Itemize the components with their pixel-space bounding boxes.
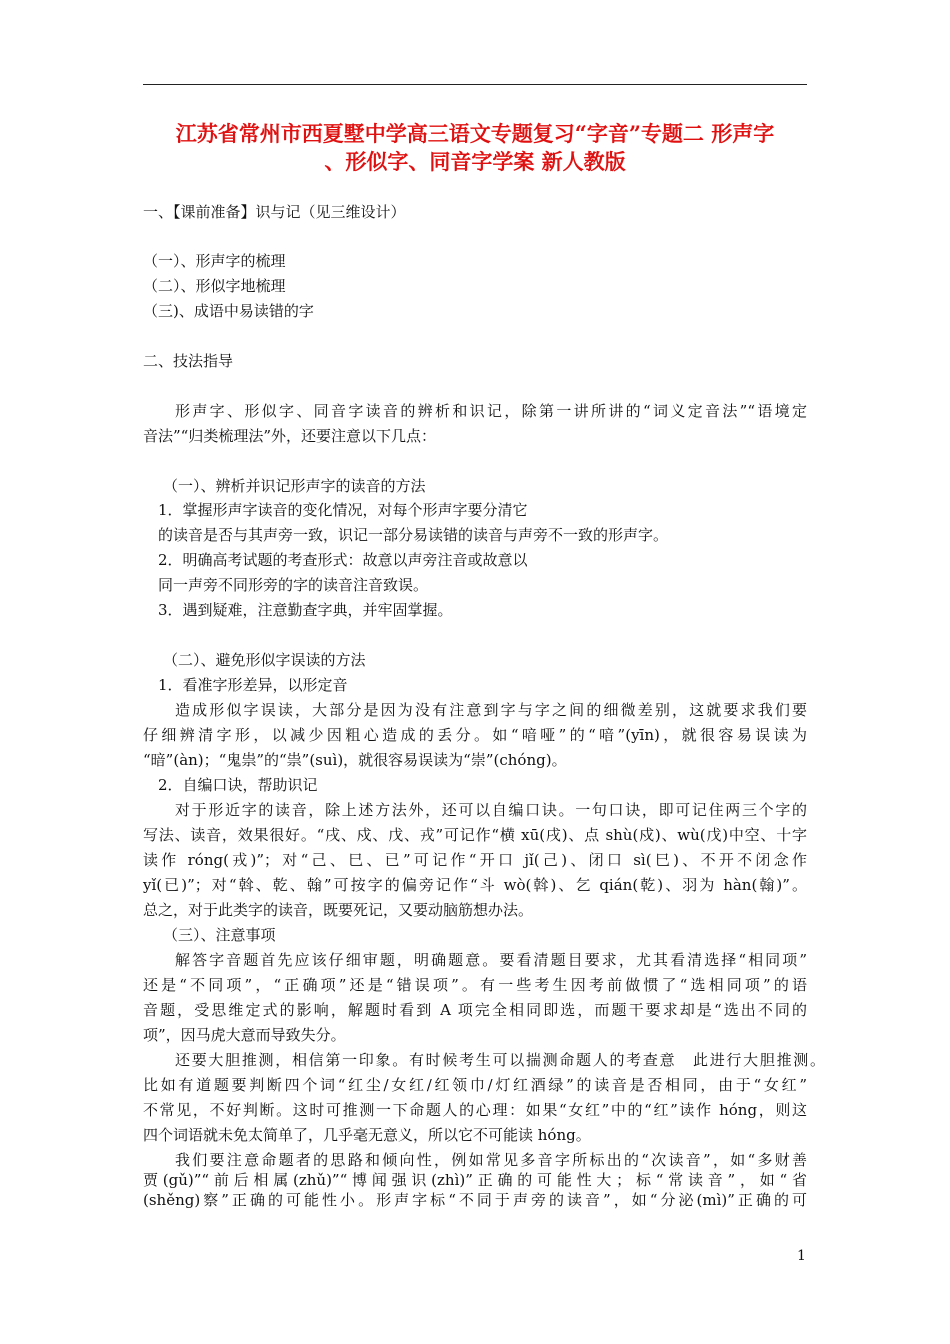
paragraph-line: 四个词语就未免太简单了，几乎毫无意义，所以它不可能读 hóng。 — [143, 1126, 591, 1144]
paragraph-line: 音法”“归类梳理法”外，还要注意以下几点： — [143, 427, 437, 445]
paragraph-line: 我们要注意命题者的思路和倾向性，例如常见多音字所标出的“次读音”，如“多财善 — [175, 1151, 807, 1169]
paragraph-line: 解答字音题首先应该仔细审题，明确题意。要看清题目要求，尤其看清选择“相同项” — [175, 951, 807, 969]
list-item: 3．遇到疑难，注意勤查字典，并牢固掌握。 — [158, 601, 453, 619]
subsection-heading: （一）、辨析并识记形声字的读音的方法 — [163, 477, 426, 495]
paragraph-line: 造成形似字误读，大部分是因为没有注意到字与字之间的细微差别，这就要求我们要 — [175, 701, 807, 719]
paragraph-line: 总之，对于此类字的读音，既要死记，又要动脑筋想办法。 — [143, 901, 534, 919]
subsection-heading: （三）、注意事项 — [163, 926, 276, 944]
subsection-item: （一）、形声字的梳理 — [143, 252, 286, 270]
paragraph-line: (shěng)察”正确的可能性小。形声字标“不同于声旁的读音”，如“分泌(mì)”正确的可 — [143, 1191, 807, 1209]
list-item: 1．看准字形差异，以形定音 — [158, 676, 348, 694]
paragraph-line: 写法、读音，效果很好。“戌、戍、戊、戎”可记作“横 xū(戌)、点 shù(戍)、wù(戊)中空、十字 — [143, 826, 807, 844]
paragraph-line: 还是“不同项”，“正确项”还是“错误项”。有一些考生因考前做惯了“选相同项”的语 — [143, 976, 807, 994]
paragraph-line: 音题，受思维定式的影响，解题时看到 A 项完全相同即选，而题干要求却是“选出不同的 — [143, 1001, 807, 1019]
title-line-1: 江苏省常州市西夏墅中学高三语文专题复习“字音”专题二 形声字 — [175, 121, 775, 146]
section-heading: 二、技法指导 — [143, 352, 234, 370]
page-number: 1 — [797, 1248, 806, 1264]
paragraph-line: 仔细辨清字形，以减少因粗心造成的丢分。如“喑哑”的“喑”(yīn)，就很容易误读为 — [143, 726, 807, 744]
subsection-item: （三)、成语中易读错的字 — [143, 302, 314, 320]
paragraph-line: yǐ(已)”；对“斡、乾、翰”可按字的偏旁记作“斗 wò(斡)、乞 qián(乾)、羽为 hàn(翰)”。 — [143, 876, 807, 894]
paragraph-line: 的读音是否与其声旁一致，识记一部分易读错的读音与声旁不一致的形声字。 — [158, 526, 669, 544]
paragraph-line: 同一声旁不同形旁的字的读音注音致误。 — [158, 576, 429, 594]
list-item: 2．明确高考试题的考查形式：故意以声旁注音或故意以 — [158, 551, 528, 569]
paragraph-line: 比如有道题要判断四个词“红尘/女红/红领巾/灯红酒绿”的读音是否相同，由于“女红” — [143, 1076, 807, 1094]
paragraph-line: 还要大胆推测，相信第一印象。有时候考生可以揣测命题人的考查意 此进行大胆推测。 — [175, 1051, 825, 1069]
paragraph-line: “暗”(àn)；“鬼祟”的“祟”(suì)，就很容易误读为“崇”(chóng)。 — [143, 751, 567, 769]
paragraph-line: 不常见，不好判断。这时可推测一下命题人的心理：如果“女红”中的“红”读作 hóng，则这 — [143, 1101, 807, 1119]
subsection-heading: （二）、避免形似字误读的方法 — [163, 651, 366, 669]
paragraph-line: 对于形近字的读音，除上述方法外，还可以自编口诀。一句口诀，即可记住两三个字的 — [175, 801, 807, 819]
header-rule — [143, 84, 807, 85]
document-title — [143, 120, 807, 176]
paragraph-line: 项”，因马虎大意而导致失分。 — [143, 1026, 346, 1044]
paragraph-line: 贾(gǔ)”“前后相属(zhǔ)”“博闻强识(zhì)”正确的可能性大；标“常读音”，如“省 — [143, 1171, 807, 1189]
paragraph-line: 形声字、形似字、同音字读音的辨析和识记，除第一讲所讲的“词义定音法”“语境定 — [175, 402, 807, 420]
subsection-item: （二）、形似字地梳理 — [143, 277, 286, 295]
list-item: 1．掌握形声字读音的变化情况，对每个形声字要分清它 — [158, 501, 528, 519]
section-heading: 一、【课前准备】识与记（见三维设计） — [143, 203, 406, 221]
title-line-2: 、形似字、同音字学案 新人教版 — [324, 149, 626, 174]
paragraph-line: 读作 róng(戎)”；对“己、巳、已”可记作“开口 jǐ(己)、闭口 sì(巳)、不开不闭念作 — [143, 851, 807, 869]
list-item: 2．自编口诀，帮助识记 — [158, 776, 318, 794]
